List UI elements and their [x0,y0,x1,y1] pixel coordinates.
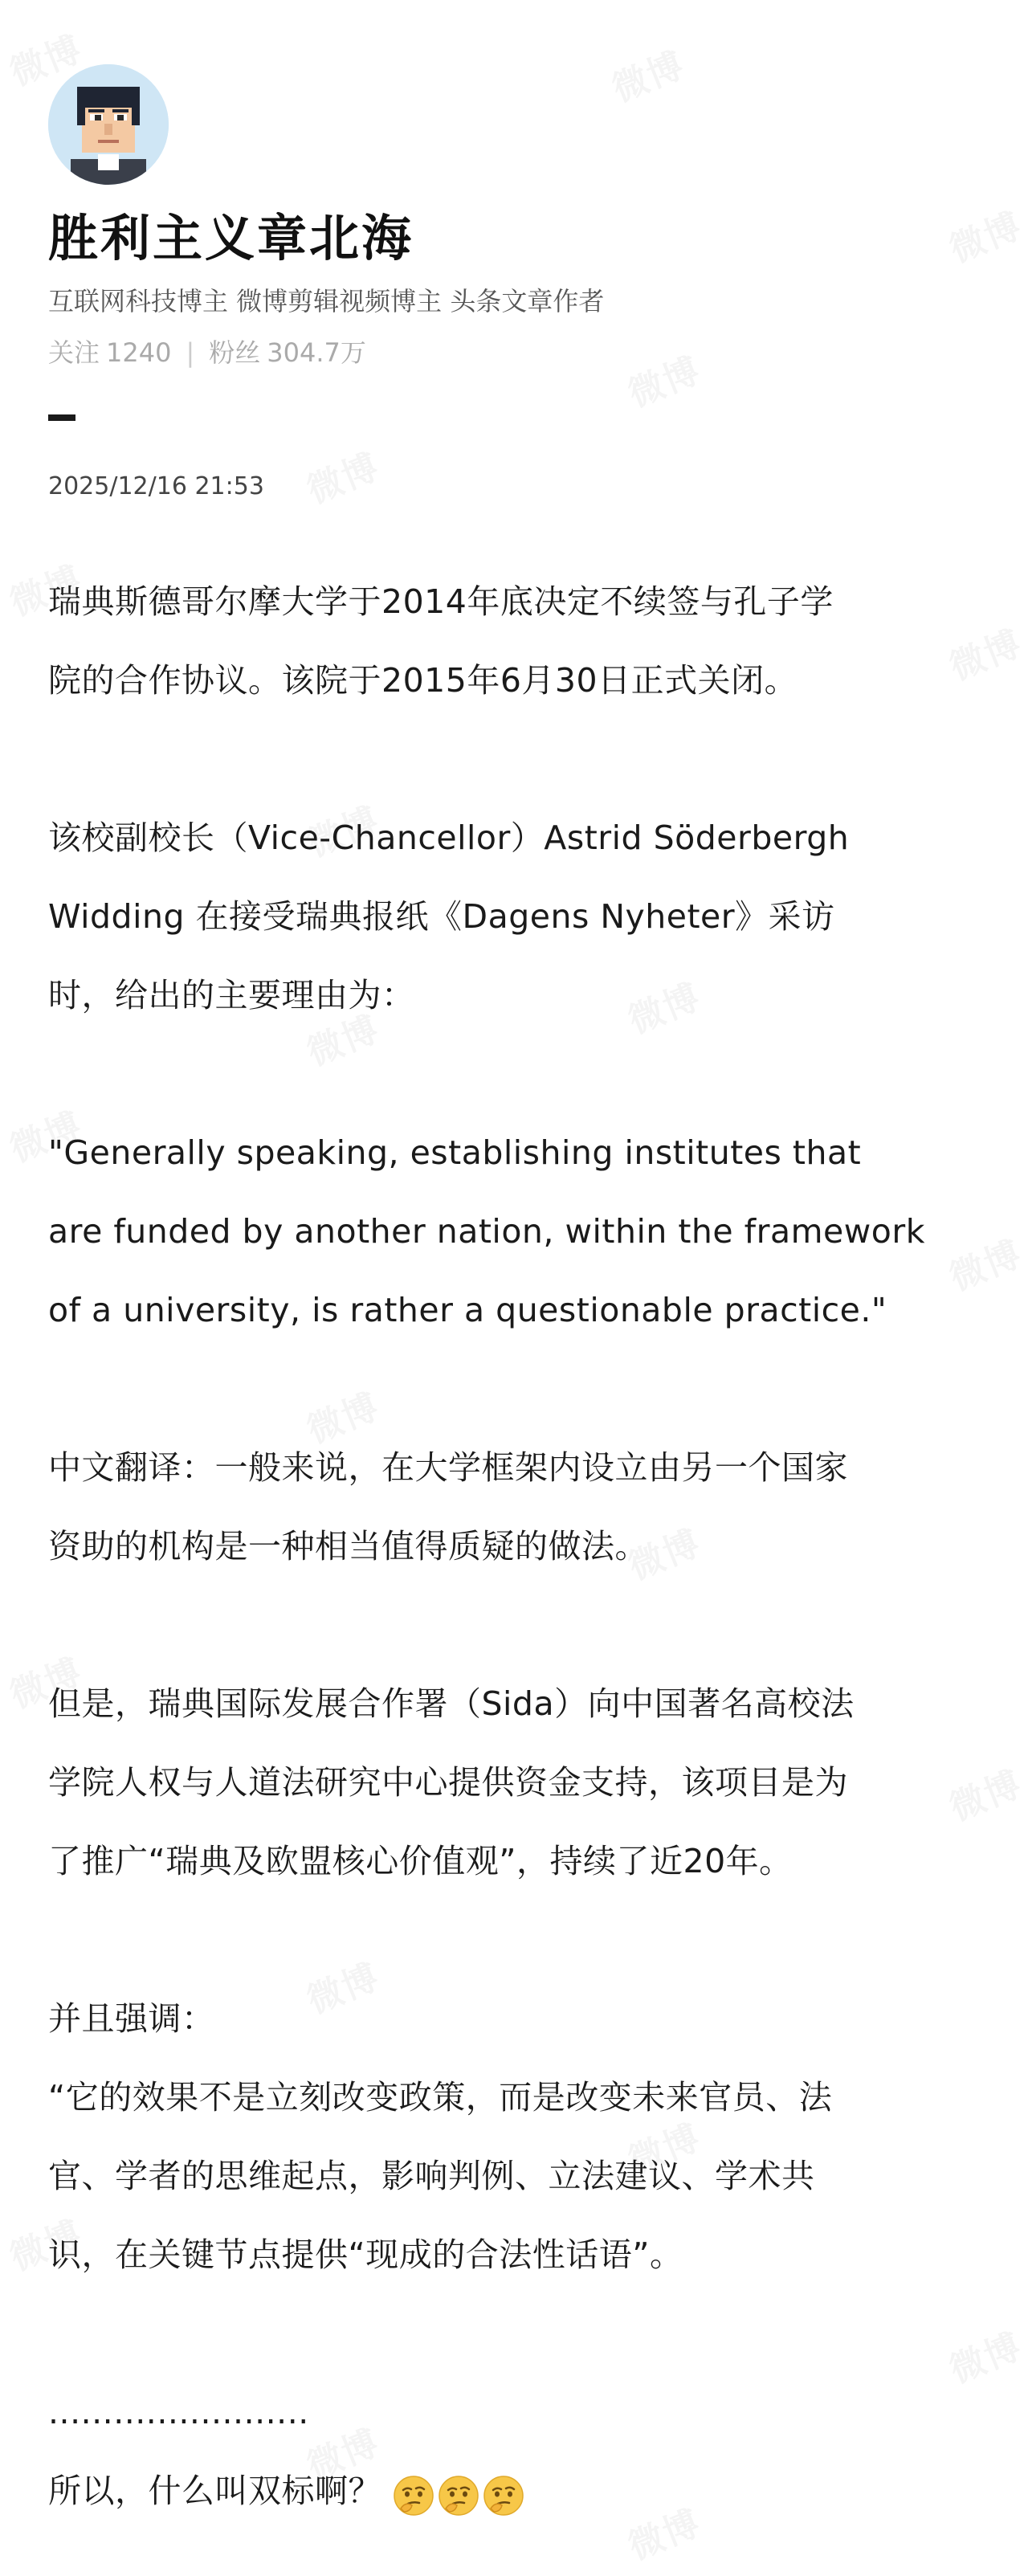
closing-line [48,2451,988,2533]
post-line: 资助的机构是一种相当值得质疑的做法。 [48,1527,648,1566]
post-line: 并且强调： [48,1999,215,2038]
post-paragraph [48,1664,988,1900]
post-paragraph [48,1428,988,1586]
post-line: are funded by another nation, within the framework [48,1212,925,1251]
profile-header [48,64,980,503]
post-date: 2025/12/16 21:53 [48,472,264,500]
paragraph-gap [48,720,988,798]
followers-stat[interactable] [209,337,366,368]
paragraph-gap [48,1900,988,1979]
post-line: 识，在关键节点提供“现成的合法性话语”。 [48,2235,683,2274]
post-line: Widding 在接受瑞典报纸《Dagens Nyheter》采访 [48,897,835,936]
post-line: "Generally speaking, establishing institutes that [48,1133,862,1172]
post-paragraph [48,562,988,720]
following-stat[interactable] [48,337,171,368]
emoji-group [393,2454,528,2533]
post-paragraph [48,1979,988,2294]
post-line: 中文翻译：一般来说，在大学框架内设立由另一个国家 [48,1448,848,1487]
paragraph-gap [48,1035,988,1113]
post-line: 官、学者的思维起点，影响判例、立法建议、学术共 [48,2157,815,2195]
profile-stats [48,336,980,369]
post-line: 院的合作协议。该院于2015年6月30日正式关闭。 [48,661,798,700]
post-line: 时，给出的主要理由为： [48,976,415,1014]
following-count: 1240 [106,337,172,368]
section-divider [48,414,75,421]
avatar[interactable] [48,64,169,185]
post-paragraph [48,1113,988,1349]
closing-text: 所以，什么叫双标啊？ [48,2472,381,2510]
post-line: 了推广“瑞典及欧盟核心价值观”，持续了近20年。 [48,1842,793,1880]
thinking-face-icon [393,2475,434,2517]
paragraph-gap [48,1349,988,1428]
avatar-icon [48,64,169,185]
post-paragraph [48,798,988,1035]
post-content [48,562,988,2533]
following-label: 关注 [48,337,100,368]
post-line: 瑞典斯德哥尔摩大学于2014年底决定不续签与孔子学 [48,582,834,621]
post-line: 该校副校长（Vice-Chancellor）Astrid Söderbergh [48,819,850,857]
followers-count: 304.7万 [267,337,366,368]
post-line: 学院人权与人道法研究中心提供资金支持，该项目是为 [48,1763,848,1802]
stats-divider: | [186,337,195,368]
profile-name[interactable]: 胜利主义章北海 [48,209,414,267]
post-line: 但是，瑞典国际发展合作署（Sida）向中国著名高校法 [48,1684,855,1723]
thinking-face-icon [438,2475,479,2517]
post-line: ........................ [48,2393,309,2431]
post-line: “它的效果不是立刻改变政策，而是改变未来官员、法 [48,2078,833,2117]
thinking-face-icon [483,2475,524,2517]
paragraph-gap [48,1586,988,1664]
paragraph-gap [48,2294,988,2373]
post-line: of a university, is rather a questionable practice." [48,1291,887,1329]
profile-bio: 互联网科技博主 微博剪辑视频博主 头条文章作者 [48,286,605,316]
followers-label: 粉丝 [209,337,261,368]
post-paragraph [48,2373,988,2451]
